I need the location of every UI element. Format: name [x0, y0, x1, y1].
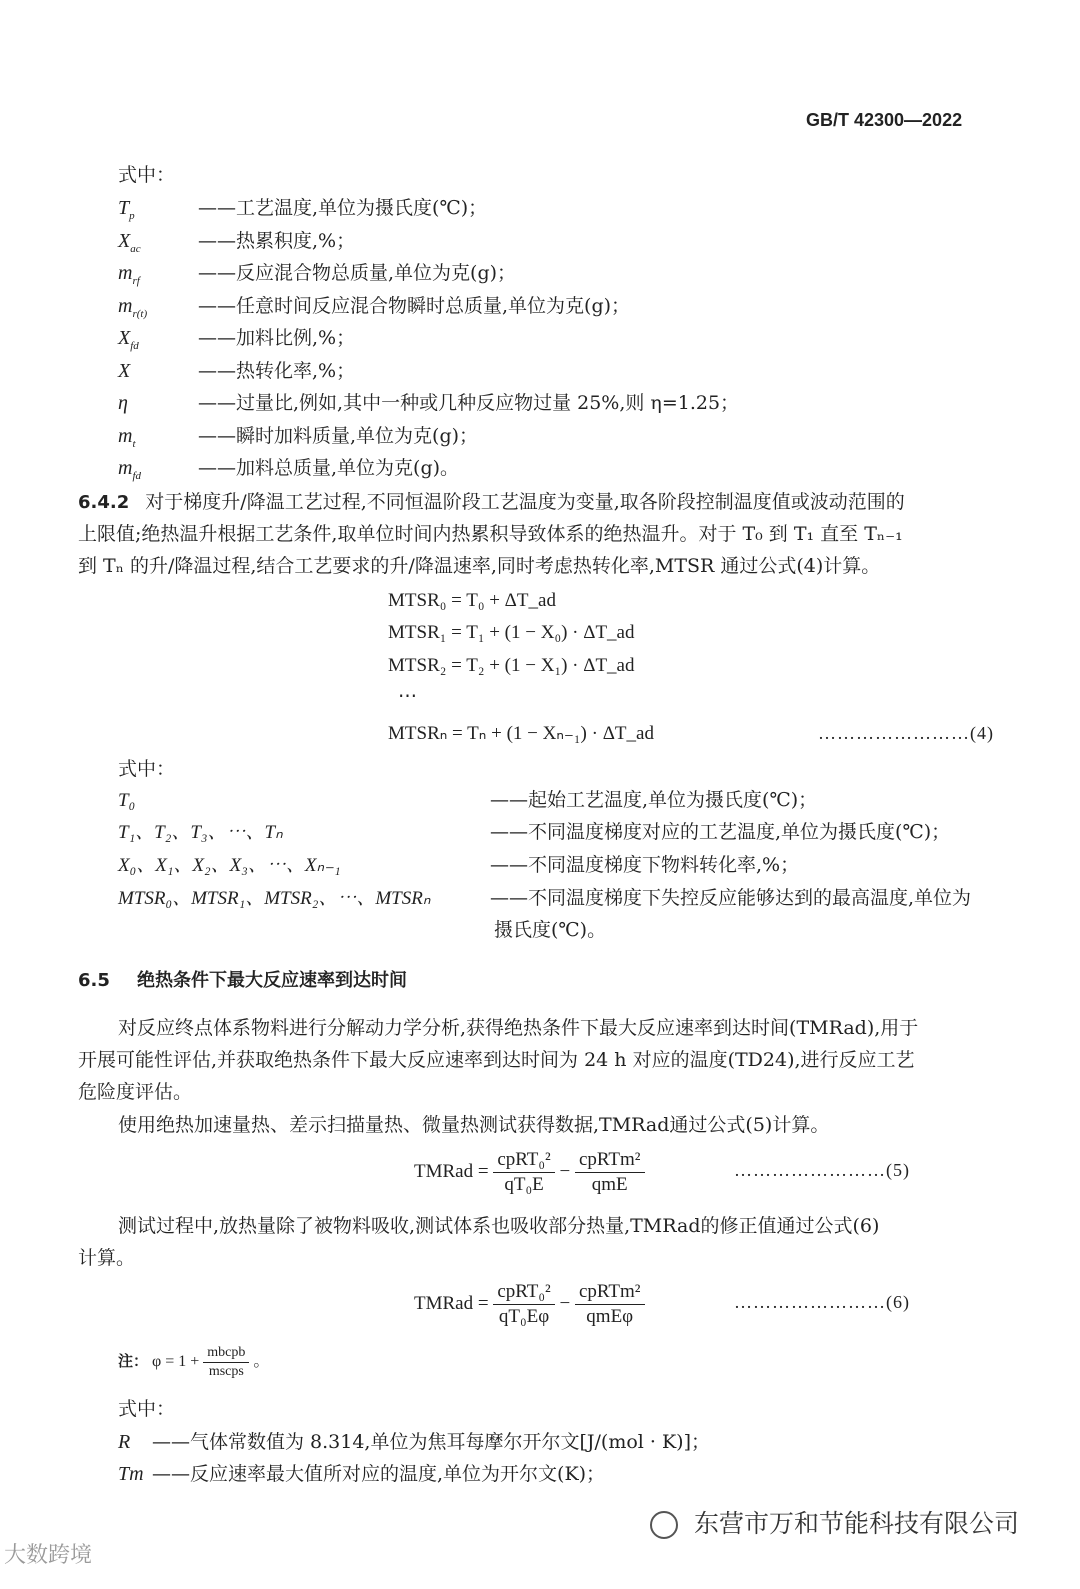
formula4-line1: MTSR₁ = T₁ + (1 − X₀) · ΔT_ad: [388, 622, 635, 643]
formula6-num2: cpRTm²: [575, 1280, 645, 1305]
legend-symbol: $T_p$: [118, 197, 135, 222]
formula5-lhs: TMRad =: [414, 1160, 489, 1182]
legend-row: [118, 261, 516, 293]
legend-row: [118, 294, 630, 326]
legend2-continuation: 摄氏度(℃)。: [494, 919, 607, 941]
para1-line2: 开展可能性评估,并获取绝热条件下最大反应速率到达时间为 24 h 对应的温度(TD24),进行反应工艺: [78, 1049, 915, 1071]
formula6-lhs: TMRad =: [414, 1292, 489, 1314]
legend-symbol-subscript: p: [129, 210, 135, 222]
legend2-description: ——不同温度梯度下失控反应能够达到的最高温度,单位为: [490, 887, 972, 909]
legend3-row: [118, 1430, 710, 1454]
legend-symbol-subscript: fd: [130, 340, 139, 352]
section-6-4-2-line1: [78, 490, 905, 515]
formula6-fraction1: [493, 1280, 554, 1329]
note-label: 注：: [118, 1352, 149, 1371]
formula5-number: ……………………(5): [734, 1160, 910, 1180]
legend-symbol-subscript: fd: [132, 470, 142, 482]
legend-title: 式中：: [118, 164, 176, 186]
legend-description: ——加料总质量,单位为克(g)。: [198, 457, 460, 479]
section-number: 6.5: [78, 970, 110, 991]
note-num: mbcpb: [203, 1344, 249, 1363]
legend-row: [118, 391, 739, 415]
formula4-line0: MTSR₀ = T₀ + ΔT_ad: [388, 590, 556, 611]
legend-symbol: $m_t$: [118, 424, 136, 450]
watermark-right: [650, 1504, 1019, 1540]
legend-row: [118, 326, 355, 358]
formula6-num1: cpRT₀²: [493, 1280, 554, 1305]
legend-symbol: $X_{ac}$: [118, 229, 141, 255]
watermark-left-text: 大数跨境: [4, 1543, 93, 1568]
section-6-4-2-line2: 上限值;绝热温升根据工艺条件,取单位时间内热累积导致体系的绝热温升。对于 T₀ 到 T₁ 直至 Tₙ₋₁: [78, 523, 903, 545]
legend-symbol: X: [118, 359, 131, 382]
legend3-symbol: R: [118, 1431, 131, 1453]
watermark-left: [4, 1538, 92, 1569]
para1-line3: 危险度评估。: [78, 1081, 193, 1103]
legend-symbol: $m_{fd}$: [118, 457, 142, 482]
formula5-fraction2: [575, 1148, 645, 1197]
formula5-minus: −: [559, 1160, 571, 1182]
formula4-number: ……………………(4): [818, 723, 994, 743]
legend3-description: ——气体常数值为 8.314,单位为焦耳每摩尔开尔文[J/(mol · K)]；: [152, 1431, 710, 1453]
legend-description: ——热累积度,%；: [198, 229, 356, 252]
para2: 使用绝热加速量热、差示扫描量热、微量热测试获得数据,TMRad通过公式(5)计算。: [118, 1114, 830, 1136]
formula6: [414, 1280, 645, 1329]
para3-line1: 测试过程中,放热量除了被物料吸收,测试体系也吸收部分热量,TMRad的修正值通过公式(6): [118, 1215, 880, 1237]
legend-description: ——任意时间反应混合物瞬时总质量,单位为克(g)；: [198, 294, 631, 317]
legend2-description: ——不同温度梯度对应的工艺温度,单位为摄氏度(℃)；: [490, 821, 951, 843]
legend-description: ——反应混合物总质量,单位为克(g)；: [198, 262, 517, 284]
formula5: [414, 1148, 645, 1197]
formula5-den2: qmE: [591, 1174, 628, 1195]
formula4-line4: MTSRₙ = Tₙ + (1 − Xₙ₋₁) · ΔT_ad: [388, 723, 654, 744]
legend2-description: ——起始工艺温度,单位为摄氏度(℃)；: [490, 789, 818, 811]
legend2-symbol: T₀: [118, 790, 136, 811]
section-6-5-heading: [78, 966, 407, 992]
legend2-title: 式中：: [118, 758, 176, 780]
legend-description: ——过量比,例如,其中一种或几种反应物过量 25%,则 η=1.25；: [198, 392, 740, 414]
note-lhs: φ = 1 +: [152, 1353, 200, 1371]
legend-symbol-subscript: t: [132, 437, 136, 450]
legend-symbol: $X_{fd}$: [118, 327, 139, 352]
legend-description: ——热转化率,%；: [198, 359, 356, 382]
para3-line2: 计算。: [78, 1247, 136, 1269]
legend-row: [118, 229, 355, 261]
legend-description: ——加料比例,%；: [198, 327, 356, 349]
formula4-ellipsis: ⋯: [398, 686, 417, 707]
formula6-fraction2: [575, 1280, 645, 1329]
legend2-symbol: T₁、T₂、T₃、⋯、Tₙ: [118, 822, 283, 843]
formula5-num1: cpRT₀²: [493, 1148, 554, 1173]
formula6-minus: −: [559, 1292, 571, 1314]
legend2-symbol: MTSR₀、MTSR₁、MTSR₂、⋯、MTSRₙ: [118, 888, 431, 909]
formula5-fraction1: [493, 1148, 554, 1197]
note-end: 。: [253, 1353, 270, 1371]
legend3-description: ——反应速率最大值所对应的温度,单位为开尔文(K)；: [152, 1463, 606, 1485]
standard-number: GB/T 42300—2022: [806, 110, 963, 130]
legend-symbol-subscript: ac: [130, 242, 141, 255]
legend2-row: [118, 820, 950, 845]
legend2-row: [118, 853, 799, 878]
formula6-number: ……………………(6): [734, 1292, 910, 1312]
legend-symbol: $m_{rf}$: [118, 262, 140, 287]
legend2-description: ——不同温度梯度下物料转化率,%；: [490, 854, 800, 876]
legend3-row: [118, 1462, 605, 1486]
legend2-row: [118, 788, 817, 813]
legend3-title: 式中：: [118, 1398, 176, 1420]
formula6-den1: qT₀Eφ: [498, 1306, 550, 1327]
legend-description: ——工艺温度,单位为摄氏度(℃)；: [198, 197, 488, 219]
formula4-line2: MTSR₂ = T₂ + (1 − X₁) · ΔT_ad: [388, 655, 635, 676]
legend-row: [118, 196, 487, 228]
para1-line1: 对反应终点体系物料进行分解动力学分析,获得绝热条件下最大反应速率到达时间(TMRad),用于: [118, 1017, 919, 1039]
note-fraction: [203, 1344, 249, 1381]
section-6-4-2-line3: 到 Tₙ 的升/降温过程,结合工艺要求的升/降温速率,同时考虑热转化率,MTSR 通过公式(4)计算。: [78, 555, 881, 577]
note-den: mscps: [208, 1364, 244, 1379]
formula5-num2: cpRTm²: [575, 1148, 645, 1173]
legend-symbol-subscript: rf: [132, 275, 140, 287]
legend-row: [118, 359, 355, 383]
legend3-symbol: Tm: [118, 1463, 144, 1485]
watermark-right-text: 东营市万和节能科技有限公司: [693, 1509, 1019, 1538]
wechat-icon: [650, 1511, 678, 1539]
legend-symbol: $m_{r(t)}$: [118, 294, 148, 320]
formula6-den2: qmEφ: [586, 1306, 634, 1327]
legend-row: [118, 456, 459, 488]
legend-row: [118, 424, 478, 456]
formula5-den1: qT₀E: [504, 1174, 544, 1195]
legend-symbol: η: [118, 392, 128, 414]
legend-description: ——瞬时加料质量,单位为克(g)；: [198, 424, 479, 447]
legend2-symbol: X₀、X₁、X₂、X₃、⋯、Xₙ₋₁: [118, 855, 341, 876]
legend2-row: [118, 886, 971, 911]
paragraph-text: 对于梯度升/降温工艺过程,不同恒温阶段工艺温度为变量,取各阶段控制温度值或波动范围的: [145, 491, 905, 513]
legend-symbol-subscript: r(t): [132, 307, 148, 320]
section-number: 6.4.2: [78, 492, 130, 513]
section-title: 绝热条件下最大反应速率到达时间: [136, 970, 407, 991]
note: [118, 1344, 269, 1381]
